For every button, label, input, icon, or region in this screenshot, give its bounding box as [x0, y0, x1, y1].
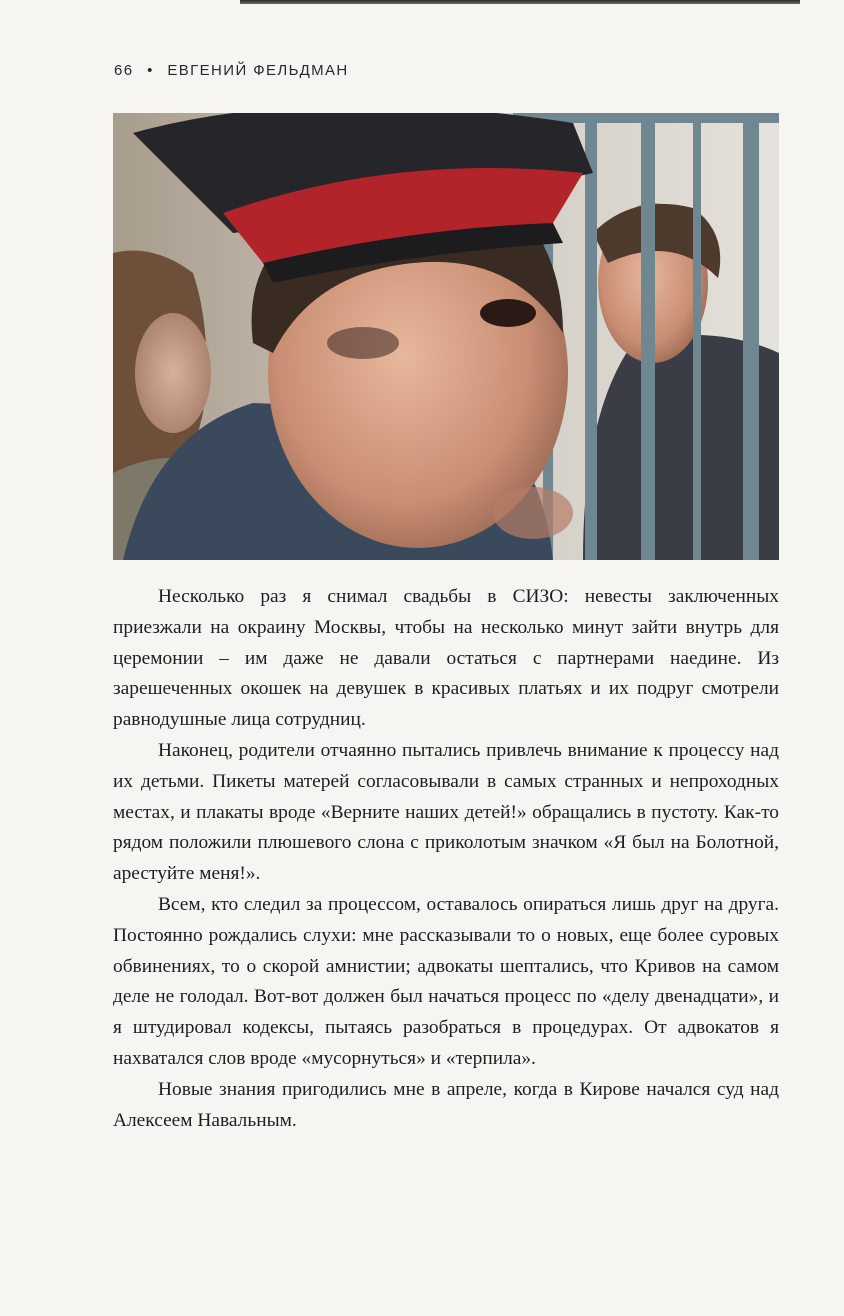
body-text: [113, 582, 779, 1136]
paragraph: Наконец, родители отчаянно пытались привлечь внимание к процессу над их детьми. Пикеты матерей согласовывали в самых странных и непроходных местах, и плакаты вроде «Верните наших детей!» обращались в пустоту. Как-то рядом положили плюшевого слона с приколотым значком «Я был на Болотной, арестуйте меня!».: [113, 739, 779, 885]
page-number: 66: [114, 62, 134, 79]
header-separator: •: [147, 62, 154, 79]
page-top-edge: [240, 0, 800, 4]
running-header: [114, 62, 349, 79]
author-name: ЕВГЕНИЙ ФЕЛЬДМАН: [167, 62, 349, 79]
photograph: [113, 113, 779, 560]
paragraph: Всем, кто следил за процессом, оставалось опираться лишь друг на друга. Постоянно рождались слухи: мне рассказывали то о новых, еще более суровых обвинениях, то о скорой амнистии; адвокаты шептались, что Кривов на самом деле не голодал. Вот-вот должен был начаться процесс по «делу двенадцати», и я штудировал кодексы, пытаясь разобраться в процедурах. От адвокатов я нахватался слов вроде «мусорнуться» и «терпила».: [113, 893, 779, 1069]
paragraph: Несколько раз я снимал свадьбы в СИЗО: невесты заключенных приезжали на окраину Москвы, чтобы на несколько минут зайти внутрь для церемонии – им даже не давали остаться с партнерами наедине. Из зарешеченных окошек на девушек в красивых платьях и их подруг смотрели равнодушные лица сотрудниц.: [113, 586, 779, 731]
photograph-illustration: [113, 113, 779, 560]
paragraph: Новые знания пригодились мне в апреле, когда в Кирове начался суд над Алексеем Навальным.: [113, 1078, 779, 1131]
